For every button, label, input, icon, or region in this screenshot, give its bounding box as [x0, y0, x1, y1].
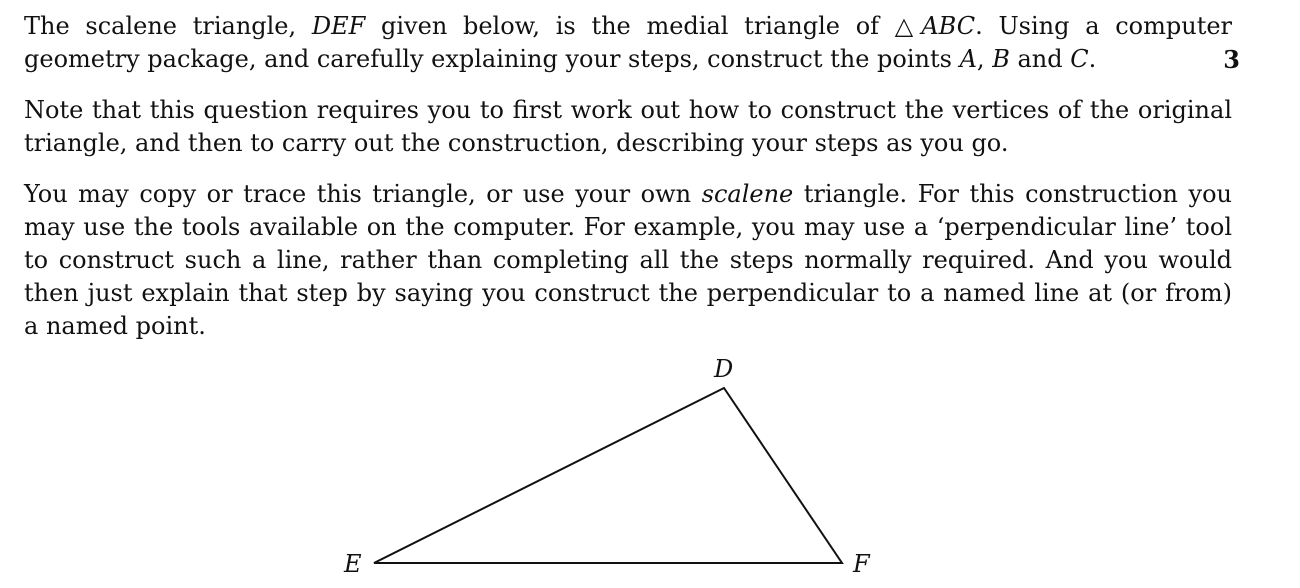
instructions-paragraph — [24, 178, 1232, 343]
point-a-label: A — [959, 45, 977, 73]
vertex-d-label: D — [714, 355, 734, 383]
marks-value: 3 — [1223, 45, 1240, 74]
instructions-text-part: You may copy or trace this triangle, or use your own — [24, 180, 702, 208]
question-page — [24, 10, 1240, 361]
point-b-label: B — [992, 45, 1010, 73]
sentence-end: . — [1088, 45, 1097, 73]
note-paragraph: Note that this question requires you to first work out how to construct the vertices of the original triangle, and then to carry out the construction, describing your steps as you go. — [24, 96, 1232, 157]
vertex-f-label: F — [853, 550, 870, 578]
instructions-text-part: triangle. For this construction you may use the tools available on the computer. For example, you may use a ‘perpendicular line’ tool to construct such a line, rather than completing all the steps normally required. And you would then just explain that step by saying you construct the perpendicular to a named line at (or from) a named point. — [24, 180, 1232, 340]
question-text-part: . Using a computer geometry package, and carefully explaining your steps, construct the points — [24, 12, 1233, 73]
question-text-part: given below, is the medial triangle of — [365, 12, 895, 40]
vertex-e-label: E — [344, 550, 362, 578]
question-text-part: The scalene triangle, — [24, 12, 312, 40]
triangle-def — [374, 388, 842, 563]
question-statement — [24, 10, 1240, 76]
triangle-symbol: △ — [894, 12, 922, 40]
conjunction: and — [1009, 45, 1071, 73]
point-c-label: C — [1070, 45, 1089, 73]
separator: , — [976, 45, 993, 73]
triangle-name: DEF — [311, 12, 366, 40]
scalene-emphasis: scalene — [701, 180, 794, 208]
original-triangle-name: ABC — [921, 12, 976, 40]
